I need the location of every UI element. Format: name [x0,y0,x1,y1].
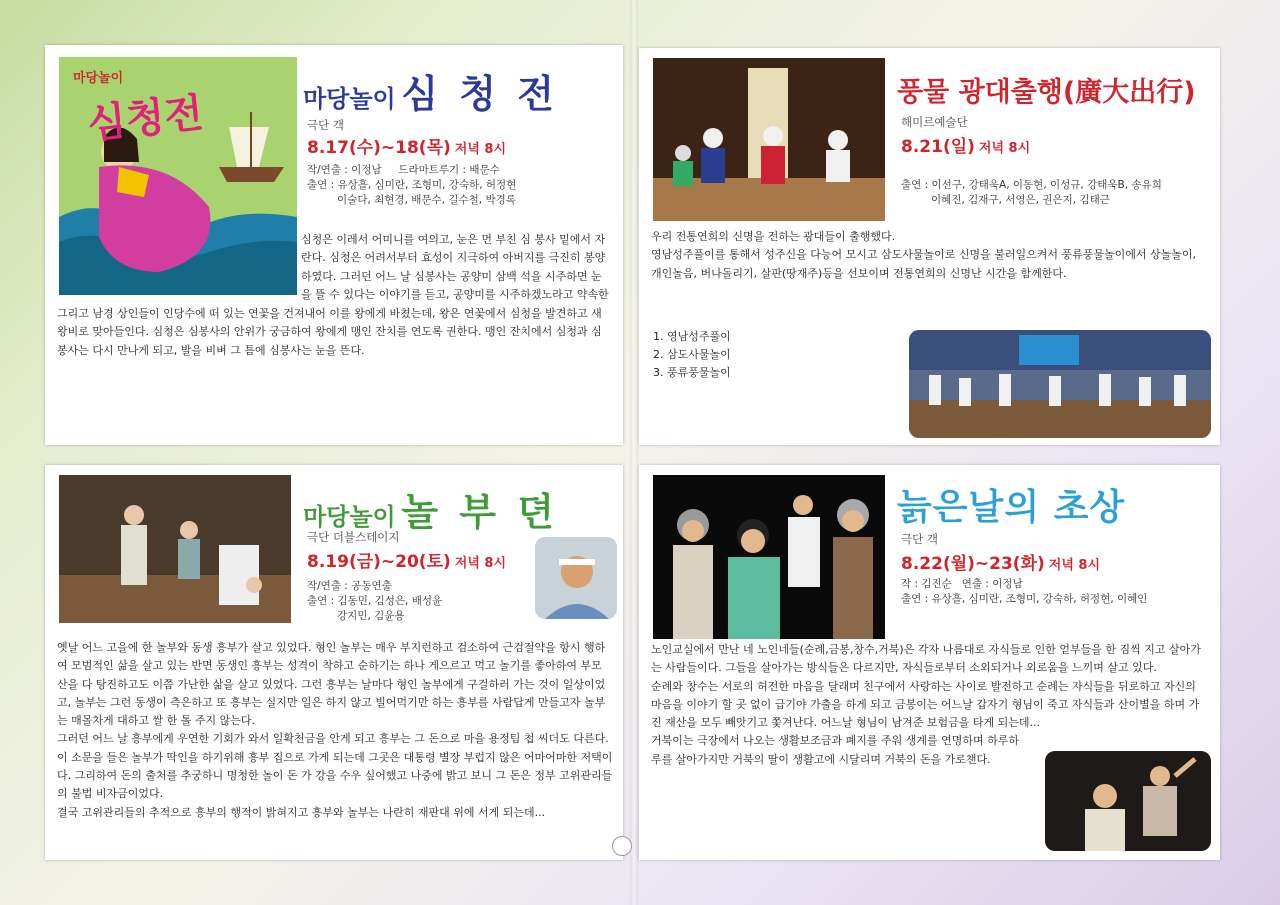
synopsis-paragraph: 영남성주풀이를 통해서 성주신을 다능어 모시고 삼도사물놀이로 신명을 불러일으켜서 풍류풍물놀이에서 상놀놀이, 개인놀음, 버나돌리기, 살판(땅재주)등을 선보이며 전통연희의 신명난 시간을 함께한다. [651,248,1197,280]
portrait-cast-photo [653,475,885,639]
nolbu-actor-photo [535,537,617,619]
synopsis-paragraph: 노인교실에서 만난 네 노인네들(순례,금봉,창수,거북)은 각자 나름대로 자식들로 인한 얻부들을 한 짐씩 지고 살아가는 사람들이다. 그들을 살아가는 방식들은 다르지만, 자식들로부터 소외되거나 외로움을 느끼며 살고 있다. [651,643,1201,675]
show-time: 저녁 8시 [454,142,507,157]
troupe-name: 극단 객 [901,532,938,546]
show-time: 저녁 8시 [1048,558,1101,573]
show-time: 저녁 8시 [978,141,1031,156]
synopsis-paragraph: 심청은 이레서 어미니를 여의고, 눈은 먼 부친 심 봉사 밑에서 자란다. 심청은 어려서부터 효성이 지극하여 아버지를 극진히 봉양하였다. 그러던 어느 날 심봉사는 공양미 삼백 석을 시주하면 눈을 뜰 수 있다는 이야기를 듣고, 공양미를 시주하겠노라고 약속한 [301,233,609,301]
show-date [901,549,1100,574]
title-main: 놀 부 뎐 [401,490,558,534]
synopsis [57,639,613,822]
synopsis [651,641,1207,769]
synopsis [651,228,1207,283]
show-time: 저녁 8시 [454,556,507,571]
synopsis-paragraph: 순례와 창수는 서로의 허전한 마음을 달래며 친구에서 사랑하는 사이로 발전하고 순례는 자식들을 뒤로하고 자신의 마음을 이야기 할 곳 없이 급기야 가출을 하게 되고 금봉이는 어느날 갑자기 형님이 죽고 자식들과 산이별을 하며 가진 재산을 모두 빼앗기고 쫓겨난다. 어느날 형님이 남겨준 보험금을 타게 되는데... [651,679,1200,730]
show-title [303,481,558,536]
synopsis-paragraph: 그리고 남경 상인들이 인당수에 떠 있는 연꽃을 건져내어 이를 왕에게 바쳤는데, 왕은 연꽃에서 심청을 발견하고 새 왕비로 맞아들인다. 심청은 심봉사의 안위가 궁금하여 왕에게 맹인 잔치를 연도록 권한다. 맹인 잔치에서 심청과 심봉사는 다시 만나게 되고, 발을 비벼 그 틈에 심봉사는 눈을 뜬다. [57,307,602,357]
show-title: 늙은날의 초상 [897,487,1126,528]
pungmul-performance-photo [653,58,885,221]
date-range: 8.19(금)~20(토) [307,552,451,572]
show-panel-simcheong [45,45,623,445]
troupe-name: 해미르예술단 [901,115,968,129]
show-title: 풍물 광대출행(廣大出行) [897,77,1196,108]
portrait-scene-photo [1045,751,1211,851]
fold-notch [612,836,632,856]
show-date [307,547,506,572]
date-range: 8.22(월)~23(화) [901,554,1045,574]
date-range: 8.17(수)~18(목) [307,138,451,158]
poster-small-text: 마당놀이 [73,71,124,86]
synopsis-paragraph: 결국 고위관리들의 추적으로 흥부의 행적이 밝혀지고 흥부와 놀부는 나란히 재판대 위에 서게 되는데... [57,805,546,819]
synopsis-paragraph: 우리 전통연희의 신명을 전하는 광대들이 출행했다. [651,230,896,243]
show-credits: 작 : 김진순 연출 : 이정남 출연 : 유상흘, 심미란, 조형미, 강숙하, 허정현, 이혜인 [901,578,1148,605]
fold-crease [630,0,638,905]
show-credits: 출연 : 이선구, 강태욱A, 이동현, 이성규, 강태욱B, 송유희 이혜진, 김재구, 서영은, 권은지, 김태근 [901,179,1162,206]
pungmul-stage-photo [909,330,1211,438]
show-date [307,133,506,158]
title-main: 심 청 전 [401,72,558,116]
poster-title-text: 심청전 [85,89,206,148]
show-panel-pungmul [639,48,1220,445]
program-list [653,328,731,382]
show-credits: 작/연출 : 이정남 드라마트루기 : 배문수 출연 : 유상흘, 심미란, 조형미, 강숙하, 허정현 이술다, 최현경, 배문수, 길수철, 박경록 [307,164,517,206]
show-credits: 작/연출 : 공동연출 출연 : 김동민, 김성은, 배성윤 강지민, 김윤용 [307,580,443,622]
synopsis-paragraph: 그러던 어느 날 흥부에게 우연한 기회가 와서 일확천금을 안게 되고 흥부는 그 돈으로 마을 용정팀 첩 씨더도 다른다. 이 소문을 들은 놀부가 딱인을 하기위해 흥부 집으로 가게 되는데 그곳은 대통령 별장 부럽지 않은 어마어마한 저택이다. 그리하여 돈의 출처를 추궁하니 명청한 놀이 돈 가 강을 수우 싶어했고 나중에 밝고 보니 그 돈은 정부 고위관리들의 불법 비자금이었다. [57,732,613,801]
date-range: 8.21(일) [901,137,975,157]
title-prefix: 마당놀이 [303,503,396,531]
program-item: 2. 삼도사물놀이 [653,348,731,361]
program-item: 1. 영남성주풀이 [653,330,731,343]
synopsis-paragraph: 거북이는 극장에서 나오는 생활보조금과 폐지를 주워 생계를 연명하며 하루하루를 살아가지만 거북의 딸이 생활고에 시달리며 거북의 돈을 가로챈다. [651,734,1020,766]
synopsis-paragraph: 옛날 어느 고을에 한 놀부와 동생 흥부가 살고 있었다. 형인 놀부는 매우 부지런하고 검소하여 근검절약을 항시 행하여 모범적인 삶을 살고 있는 반면 동생인 흥부는 성격이 착하고 순하기는 하나 게으르고 먹고 놀기를 좋아하여 부모 산을 다 탕진하고도 이쯤 가난한 삶을 살고 있었다. 그런 흥부는 날마다 형인 놀부에게 구걸하러 가는 것이 일상이었고, 놀부는 그런 동생이 측은하고 또 흥부는 실지만 일은 하지 않고 빌어먹기만 하는 흥부를 사람답게 만들고자 놀부는 매몰차게 대하고 쌀 한 톨 주지 않는다. [57,641,606,728]
show-panel-nolbu [45,465,623,860]
show-panel-portrait [639,465,1220,860]
synopsis [57,231,611,360]
program-item: 3. 풍류풍물놀이 [653,366,731,379]
troupe-name: 극단 더블스테이지 [307,530,400,544]
troupe-name: 극단 객 [307,118,344,132]
title-prefix: 마당놀이 [303,85,396,113]
show-date [901,132,1030,157]
nolbu-stage-photo [59,475,291,623]
show-title [303,63,558,118]
